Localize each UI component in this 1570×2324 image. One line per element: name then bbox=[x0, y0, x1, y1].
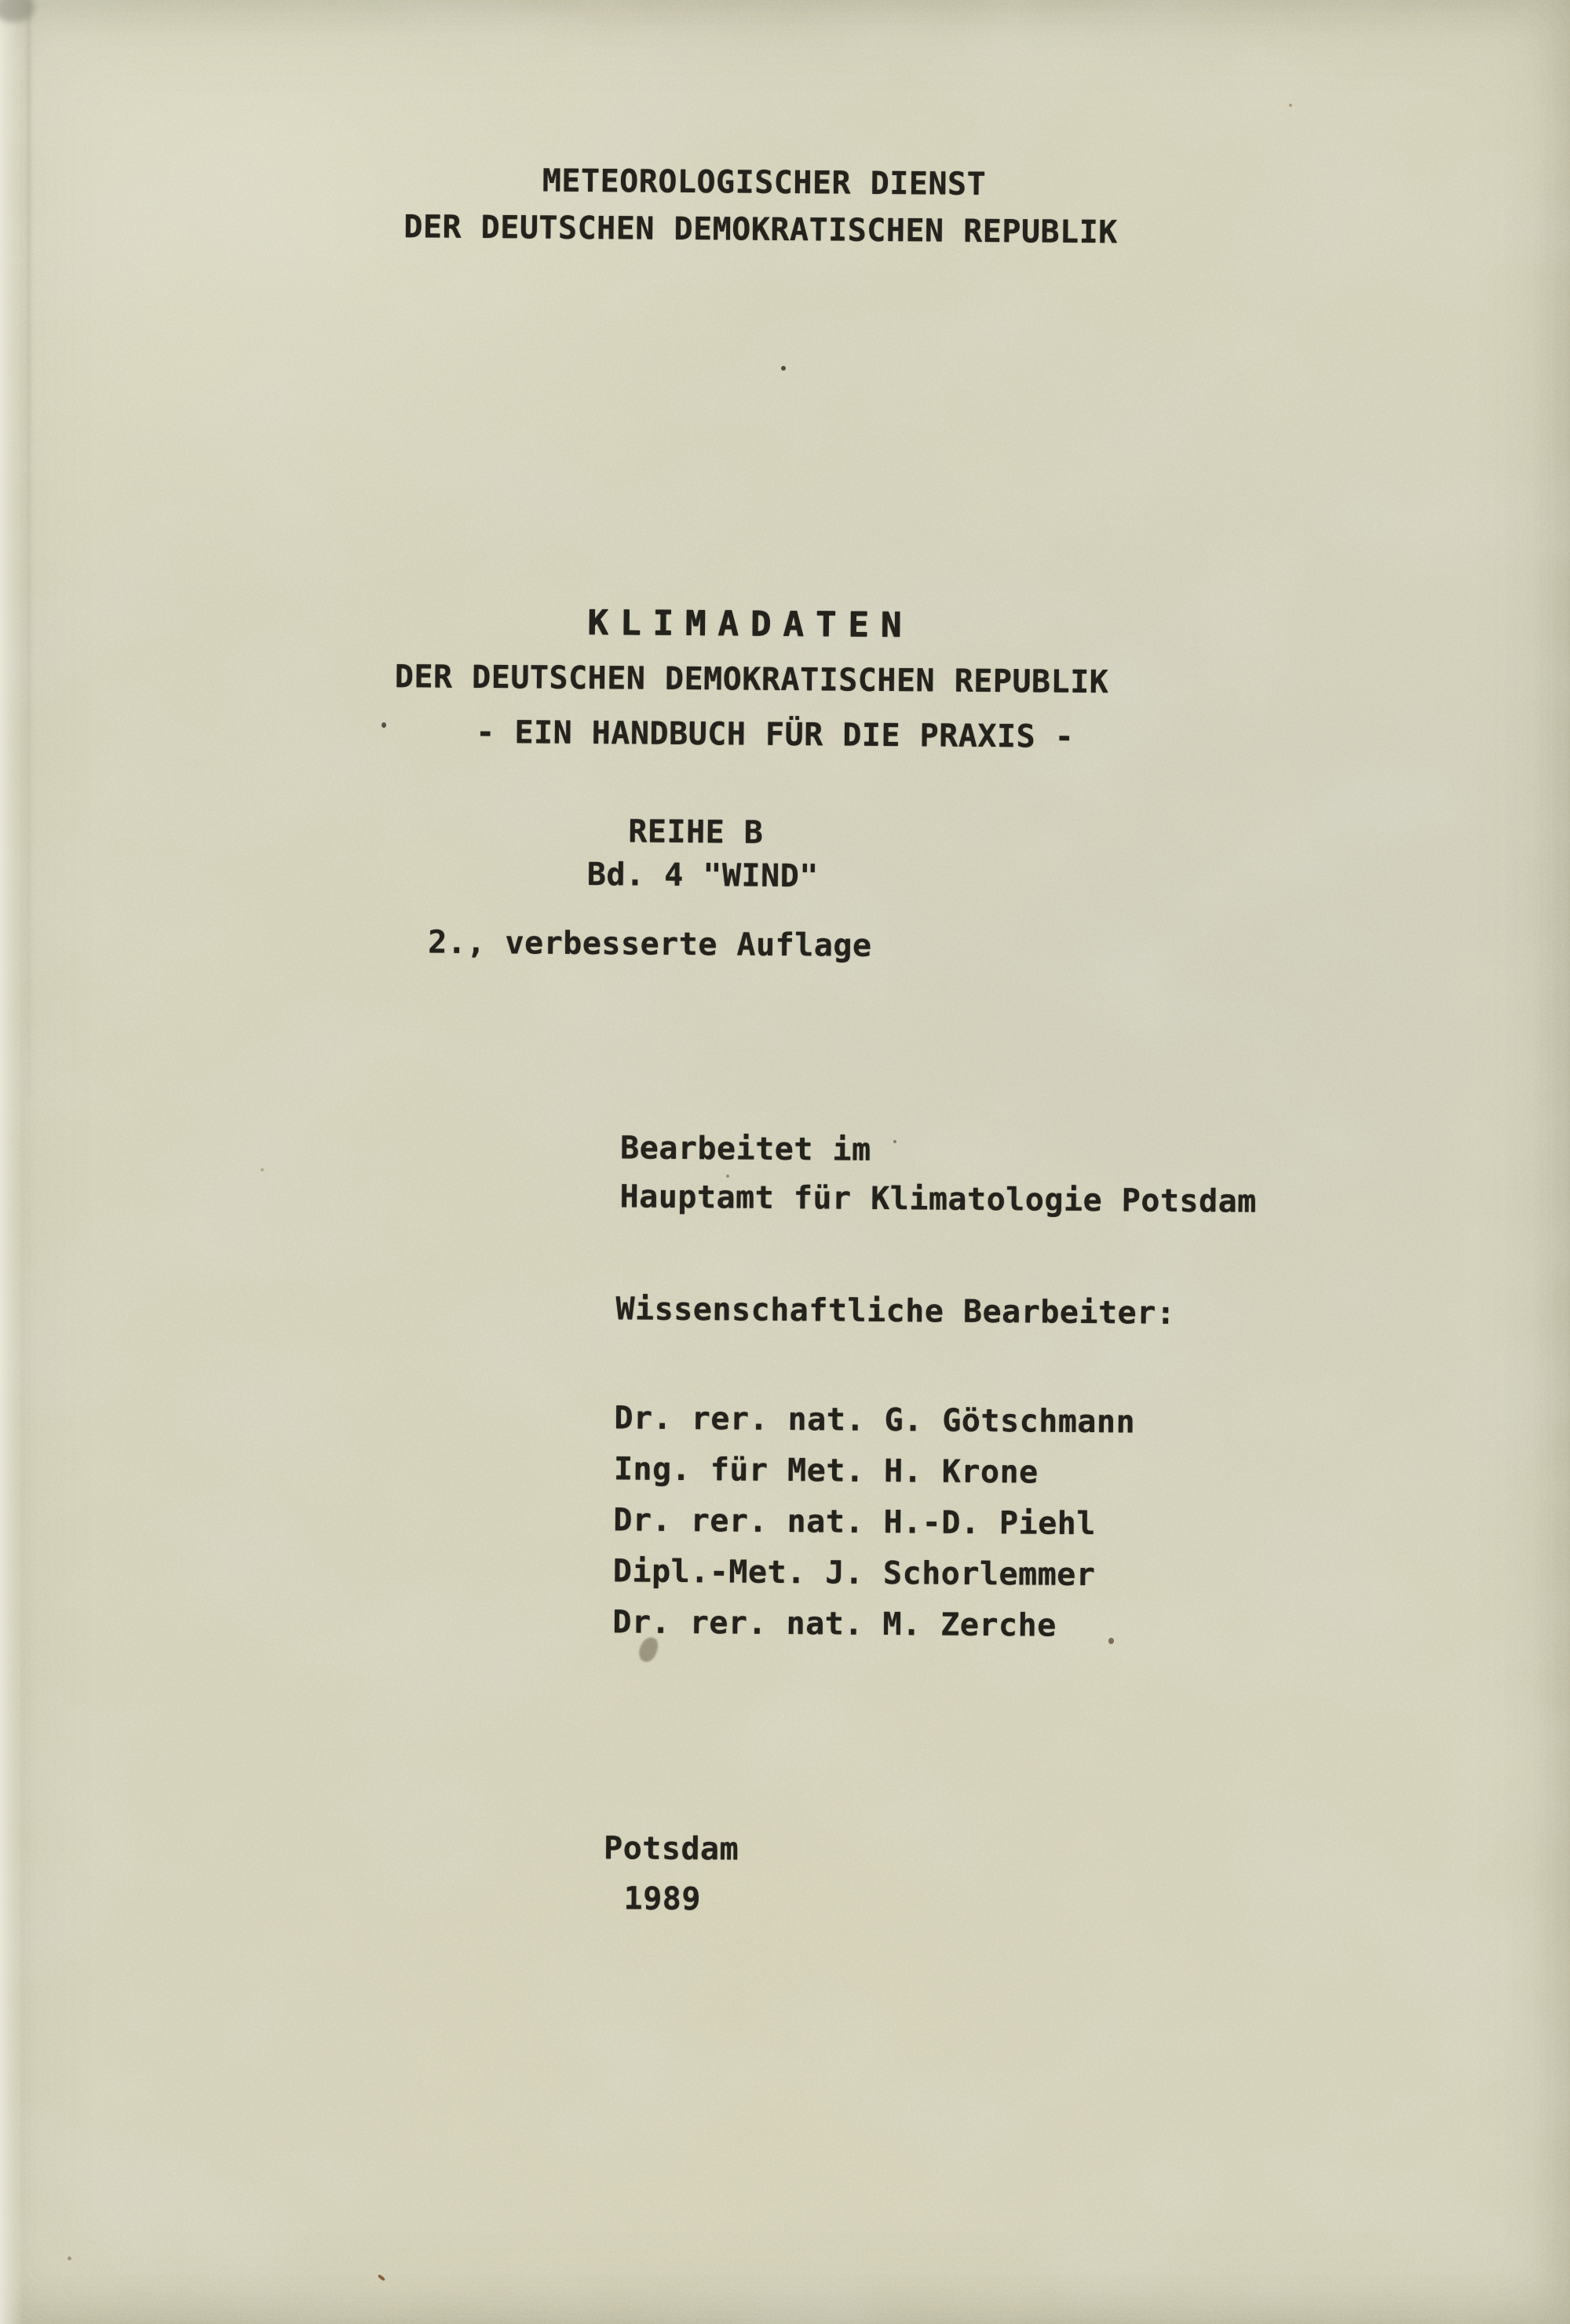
series-volume: Bd. 4 "WIND" bbox=[586, 857, 820, 895]
series-edition: 2., verbesserte Auflage bbox=[428, 924, 872, 964]
title-subline-1: DER DEUTSCHEN DEMOKRATISCHEN REPUBLIK bbox=[394, 659, 1109, 701]
series-row: REIHE B bbox=[628, 813, 764, 851]
contributor-name: Ing. für Met. H. Krone bbox=[613, 1451, 1039, 1491]
prepared-by-line-2: Hauptamt für Klimatologie Potsdam bbox=[619, 1178, 1258, 1220]
imprint-year: 1989 bbox=[623, 1880, 702, 1918]
institution-line-1: METEOROLOGISCHER DIENST bbox=[542, 163, 987, 203]
contributors-heading: Wissenschaftliche Bearbeiter: bbox=[615, 1291, 1176, 1332]
prepared-by-line-1: Bearbeitet im bbox=[619, 1130, 871, 1168]
title-subline-2: - EIN HANDBUCH FÜR DIE PRAXIS - bbox=[476, 714, 1075, 755]
contributor-name: Dipl.-Met. J. Schorlemmer bbox=[612, 1553, 1096, 1594]
institution-line-2: DER DEUTSCHEN DEMOKRATISCHEN REPUBLIK bbox=[403, 209, 1119, 251]
imprint-place: Potsdam bbox=[603, 1830, 739, 1868]
contributor-name: Dr. rer. nat. G. Götschmann bbox=[614, 1400, 1136, 1441]
document-title: KLIMADATEN bbox=[587, 603, 914, 646]
contributor-name: Dr. rer. nat. H.-D. Piehl bbox=[613, 1502, 1097, 1543]
contributor-name: Dr. rer. nat. M. Zerche bbox=[612, 1604, 1057, 1644]
